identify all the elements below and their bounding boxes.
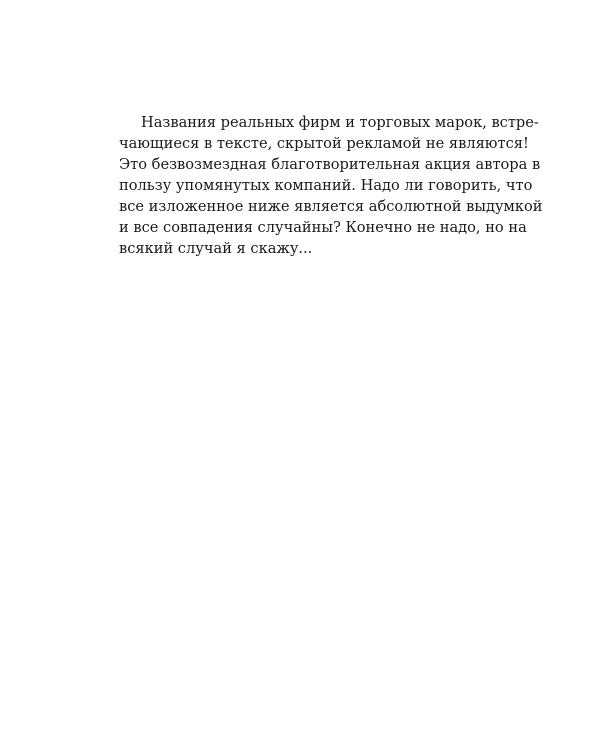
disclaimer-paragraph — [119, 112, 543, 259]
paragraph-line: Это безвозмездная благотворительная акция автора в — [119, 156, 541, 173]
paragraph-line: все изложенное ниже является абсолютной выдумкой — [119, 198, 543, 215]
paragraph-line: Названия реальных фирм и торговых марок, встре- — [141, 114, 539, 131]
paragraph-line: чающиеся в тексте, скрытой рекламой не являются! — [119, 135, 529, 152]
paragraph-line: всякий случай я скажу... — [119, 240, 313, 257]
paragraph-line: пользу упомянутых компаний. Надо ли говорить, что — [119, 177, 533, 194]
paragraph-line: и все совпадения случайны? Конечно не надо, но на — [119, 219, 527, 236]
